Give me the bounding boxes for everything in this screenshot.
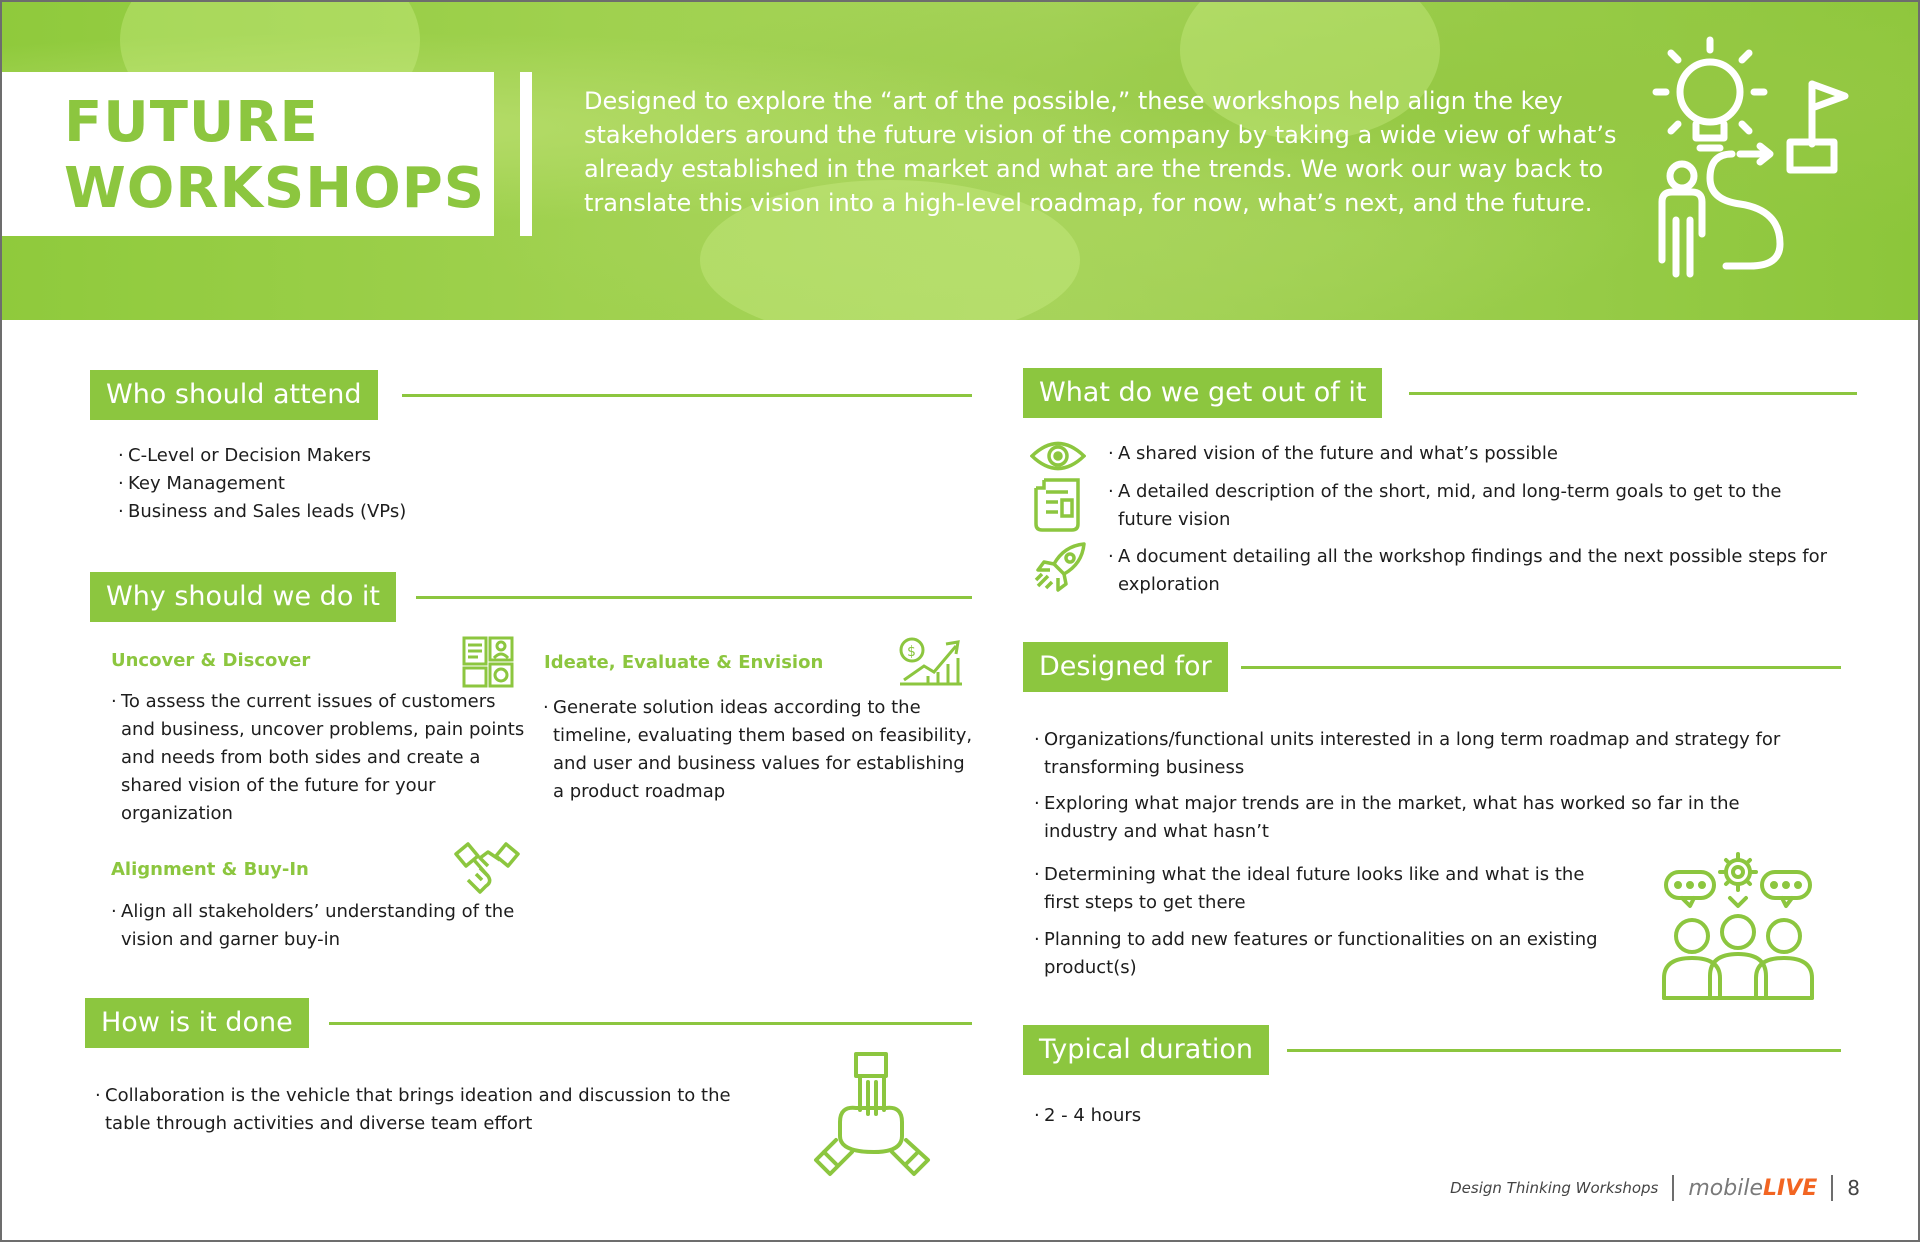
duration-list	[1034, 1102, 1434, 1130]
handshake-icon	[454, 840, 520, 896]
what-list-2	[1108, 478, 1828, 534]
list-item: · 2 - 4 hours	[1034, 1102, 1434, 1130]
ideate-list	[543, 694, 975, 806]
list-item: · Key Management	[118, 470, 718, 498]
rocket-icon	[1034, 542, 1088, 592]
what-list-1	[1108, 440, 1828, 468]
header-banner	[0, 0, 1920, 320]
team-hands-icon	[810, 1052, 940, 1182]
banner-divider	[520, 72, 532, 236]
typical-duration-heading	[1023, 1025, 1841, 1075]
list-item: · Generate solution ideas according to the timeline, evaluating them based on feasibility, and user and business values for establishing a product roadmap	[543, 694, 975, 806]
list-item: · A shared vision of the future and what’s possible	[1108, 440, 1828, 468]
section-rule	[416, 596, 972, 599]
document-list-icon	[1034, 478, 1082, 532]
banner-description: Designed to explore the “art of the possible,” these workshops help align the key stakeholders around the future vision of the company by taking a wide view of what’s already established in the market and what are the trends. We work our way back to translate this vision into a high-level roadmap, for now, what’s next, and the future.	[584, 87, 1617, 217]
growth-chart-icon	[898, 636, 964, 686]
section-rule	[1409, 392, 1857, 395]
section-rule	[1287, 1049, 1841, 1052]
list-item: · Determining what the ideal future looks like and what is the first steps to get there	[1034, 861, 1614, 917]
title-box	[0, 72, 494, 236]
ideate-evaluate-envision-title: Ideate, Evaluate & Envision	[544, 652, 824, 673]
what-list-3	[1108, 543, 1828, 599]
designed-list-2	[1034, 790, 1794, 846]
page-title-line2: WORKSHOPS	[64, 156, 486, 221]
list-item: · C-Level or Decision Makers	[118, 442, 718, 470]
alignment-list	[111, 898, 531, 954]
designed-list-4	[1034, 926, 1614, 982]
section-title: How is it done	[85, 998, 309, 1048]
list-item: · Exploring what major trends are in the market, what has worked so far in the industry and what hasn’t	[1034, 790, 1794, 846]
footer	[1450, 1168, 1860, 1208]
list-item: · A detailed description of the short, mid, and long-term goals to get to the future vision	[1108, 478, 1828, 534]
footer-text: Design Thinking Workshops	[1450, 1179, 1659, 1197]
section-rule	[402, 394, 972, 397]
list-item: · To assess the current issues of customers and business, uncover problems, pain points and needs from both sides and create a shared vision of the future for your organization	[111, 688, 526, 828]
section-title: Designed for	[1023, 642, 1228, 692]
svg-text:$: $	[907, 644, 916, 660]
footer-divider	[1672, 1175, 1674, 1201]
mobilelive-logo	[1688, 1176, 1817, 1201]
section-rule	[1241, 666, 1841, 669]
alignment-buy-in-title: Alignment & Buy-In	[111, 859, 309, 880]
how-is-it-done-heading	[85, 998, 972, 1048]
designed-list-1	[1034, 726, 1794, 782]
documents-icon	[462, 636, 514, 688]
uncover-discover-title: Uncover & Discover	[111, 650, 311, 671]
who-should-attend-heading	[90, 370, 972, 420]
list-item: · Organizations/functional units interested in a long term roadmap and strategy for transforming business	[1034, 726, 1794, 782]
section-title: What do we get out of it	[1023, 368, 1382, 418]
section-title: Typical duration	[1023, 1025, 1269, 1075]
page-title-line1: FUTURE	[64, 90, 319, 155]
uncover-list	[111, 688, 526, 828]
designed-for-heading	[1023, 642, 1841, 692]
what-do-we-get-heading	[1023, 368, 1857, 418]
list-item: · Planning to add new features or functionalities on an existing product(s)	[1034, 926, 1614, 982]
eye-icon	[1030, 437, 1086, 475]
footer-divider	[1831, 1175, 1833, 1201]
list-item: · A document detailing all the workshop findings and the next possible steps for exploration	[1108, 543, 1828, 599]
section-rule	[329, 1022, 972, 1025]
list-item: · Collaboration is the vehicle that brings ideation and discussion to the table through activities and diverse team effort	[95, 1082, 775, 1138]
logo-prefix: mobile	[1688, 1175, 1763, 1201]
who-list	[118, 442, 718, 526]
section-title: Who should attend	[90, 370, 378, 420]
section-title: Why should we do it	[90, 572, 396, 622]
logo-suffix: LIVE	[1763, 1175, 1818, 1201]
idea-person-flag-icon	[1640, 34, 1860, 284]
list-item: · Align all stakeholders’ understanding of the vision and garner buy-in	[111, 898, 531, 954]
list-item: · Business and Sales leads (VPs)	[118, 498, 718, 526]
how-list	[95, 1082, 775, 1138]
designed-list-3	[1034, 861, 1614, 917]
page-number: 8	[1847, 1176, 1860, 1200]
group-discussion-icon	[1660, 848, 1816, 1004]
why-should-we-do-it-heading	[90, 572, 972, 622]
